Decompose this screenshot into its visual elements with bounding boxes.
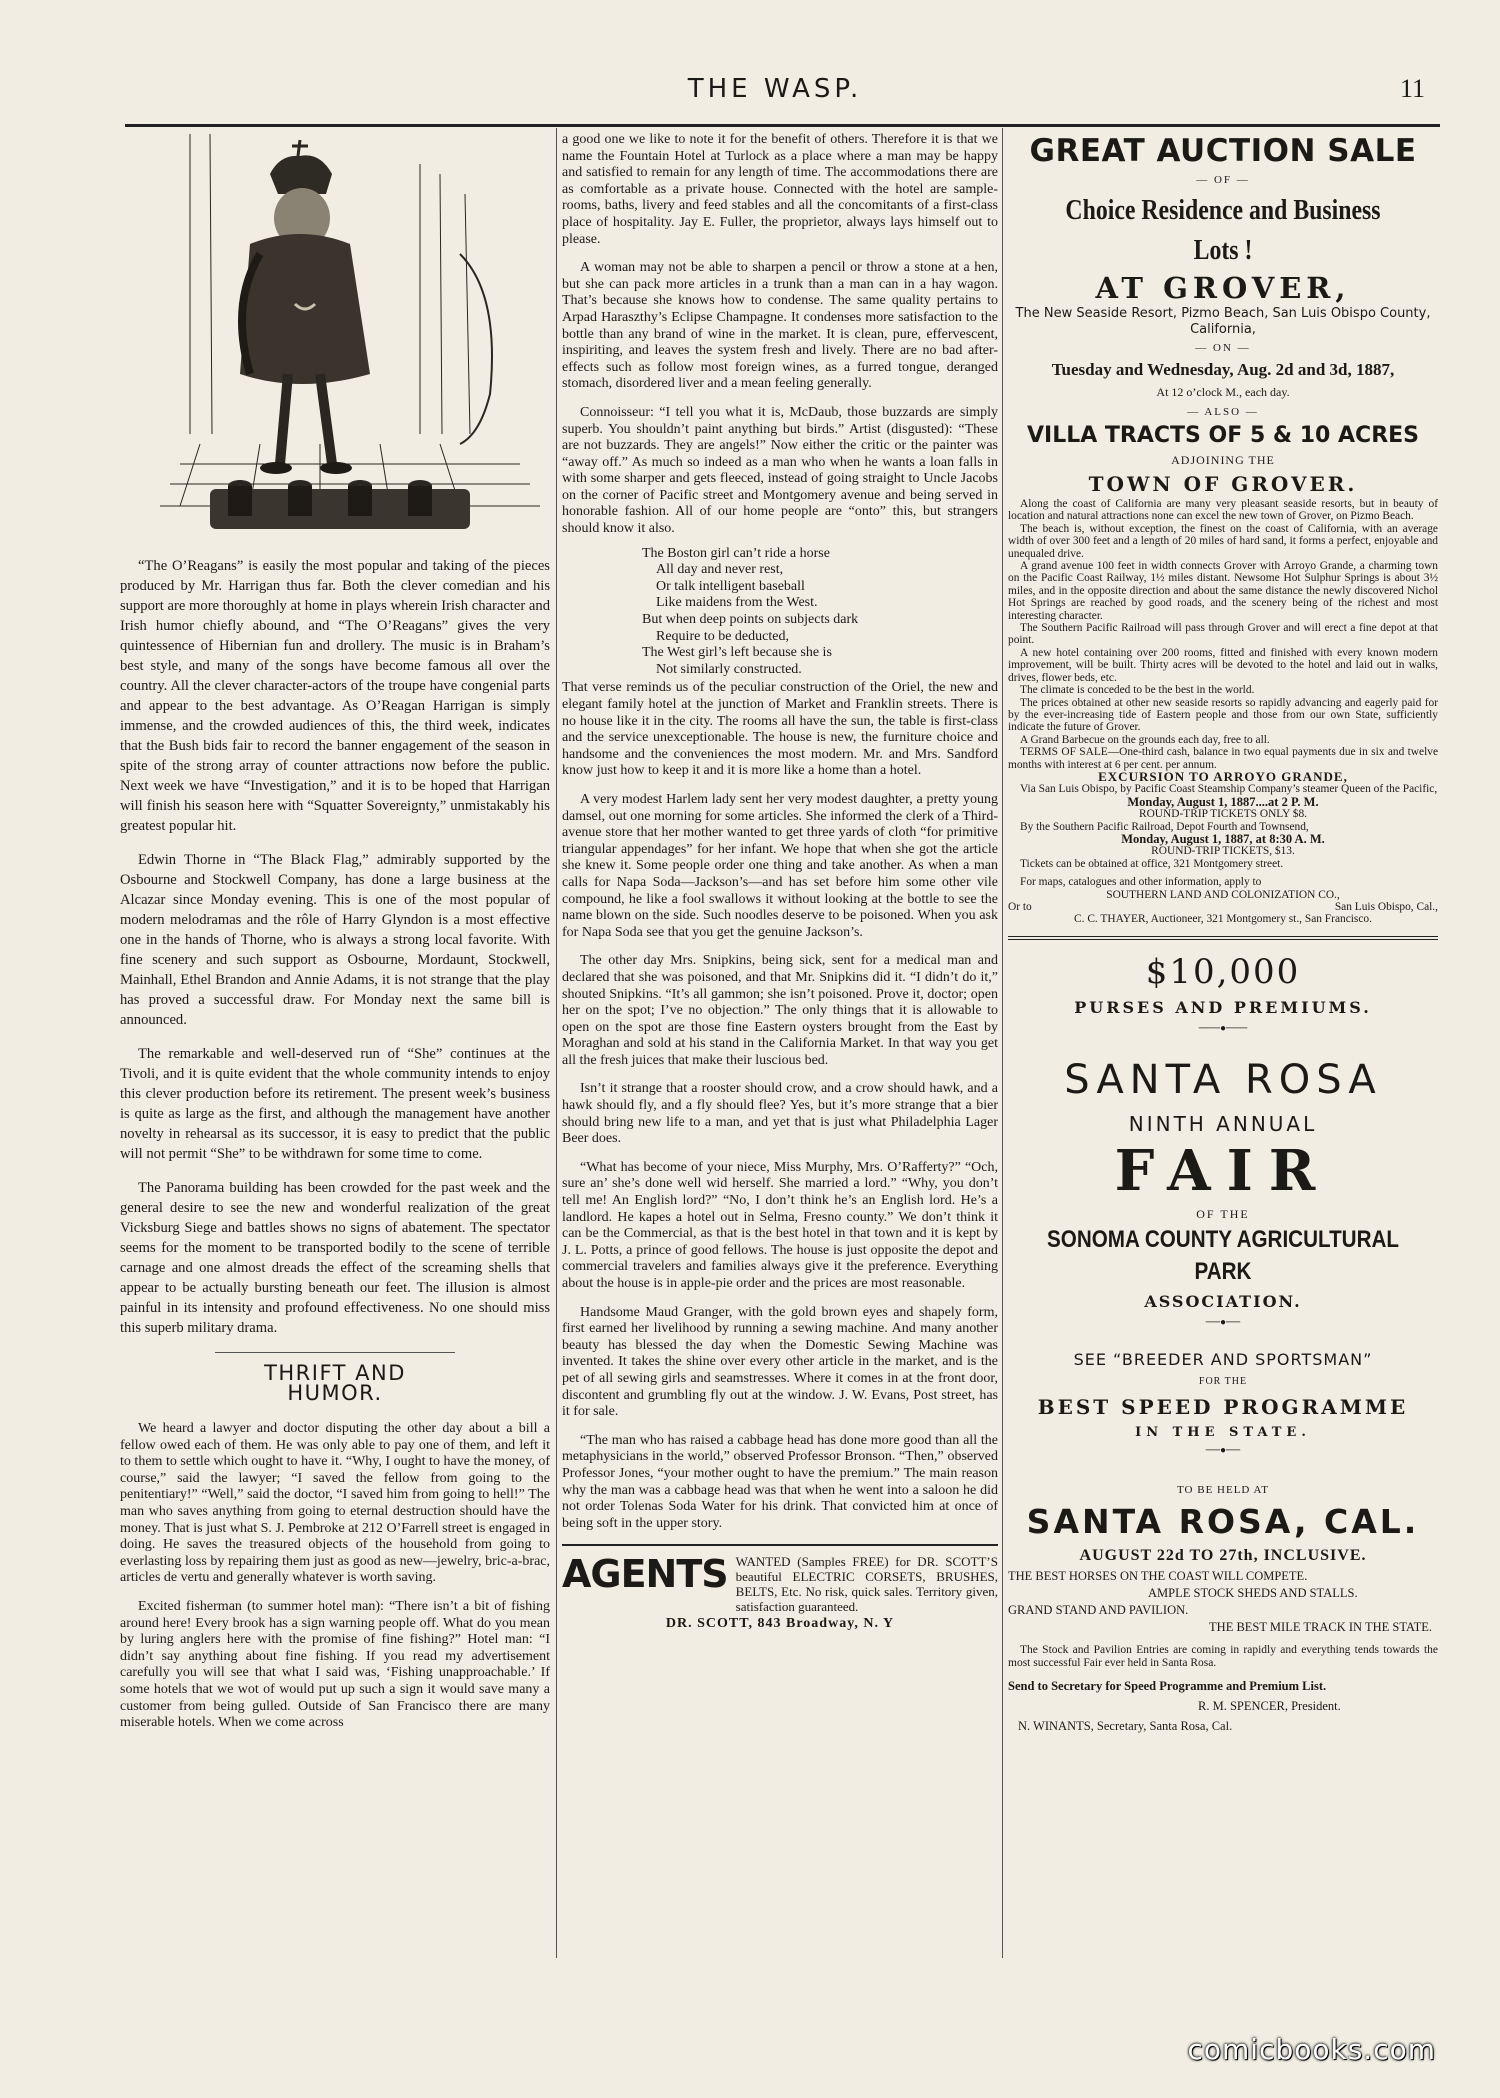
article-rooster: Isn’t it strange that a rooster should crow, and a crow should hawk, and a hawk should fly, and a fly should flee? Yes, but it’s more strange that a bier should bring new life to a man, and yet that is just what Philadelphia Lager Beer does. (562, 1081, 998, 1147)
poem-line: Not similarly constructed. (656, 661, 802, 677)
article-oriel: That verse reminds us of the peculiar construction of the Oriel, the new and elegant family hotel at the junction of Market and Franklin streets. There is no house like it in the city. The rooms all have the sun, the table is first-class and the service unexceptionable. The house is new, the furniture choice and handsome and the conveniences the most modern. Mr. and Mrs. Sandford know just how to keep it and it is more like a home than a hotel. (562, 680, 998, 779)
excursion-southern-pacific: By the Southern Pacific Railroad, Depot Fourth and Townsend, (1020, 820, 1309, 833)
fair-august: AUGUST 22d TO 27th, INCLUSIVE. (1079, 1546, 1367, 1564)
fair-feature: AMPLE STOCK SHEDS AND STALLS. (1148, 1585, 1358, 1600)
auction-advertisement (1008, 132, 1438, 926)
fair-ninth-annual: NINTH ANNUAL (1128, 1111, 1318, 1136)
fair-amount: $10,000 (1145, 951, 1301, 992)
excursion-monday-2: Monday, August 1, 1887, at 8:30 A. M. (1121, 831, 1325, 846)
fair-advertisement (1008, 950, 1438, 1736)
ornament: ───●─── (1198, 1022, 1248, 1034)
auction-on: — ON — (1195, 342, 1251, 354)
column-middle (562, 132, 998, 1633)
article-fisherman: Excited fisherman (to summer hotel man): “There isn’t a bit of fishing around here! Every brook has a sign warning people off. What do you mean by luring anglers here with the promise of fine fishing?” Hotel man: “I didn’t say anything about fine fishing. If you read my advertisement carefully you will see that what I said was, ‘Fishing unapproachable.’ If some hotels that we wot of would put up such a sign it would save many a customer from being gulled. Outside of San Francisco there are many miserable hotels. When we come across (120, 1598, 550, 1731)
excursion-office: Tickets can be obtained at office, 321 Montgomery street. (1020, 857, 1284, 870)
auction-time: At 12 o’clock M., each day. (1156, 385, 1290, 399)
article-lawyer-doctor: We heard a lawyer and doctor disputing the other day about a bill a fellow owed each of them. He was only able to pay one of them, and left it to them to settle which ought to have it. “Why, I ought to have the money, of course,” said the lawyer; “I saved the fellow from going to the penitentiary!” “Well,” said the doctor, “I saved him from going to hell!” The man who saves anything from going to eternal destruction should have the money. That is just what S. J. Pembroke at 212 O’Farrell street is engaged in doing. He saves the treasured objects of the household from going to everlasting loss by repairing them just as good as new—jewelry, bric-a-brac, articles de vertu and generally whatever is worth saving. (120, 1421, 550, 1586)
article-oreagans: “The O’Reagans” is easily the most popular and taking of the pieces produced by Mr. Harrigan thus far. Both the clever comedian and his support are more thoroughly at home in plays wherein Irish character and Irish humor chiefly abound, and “The O’Reagans” gives the very quintessence of Hibernian fun and drollery. The music is in Braham’s best style, and many of the songs have become famous all over the country. All the clever character-actors of the troupe have congenial parts and appear to the best advantage. As O’Reagan Harrigan is simply immense, and the crowded audiences of this, the third week, indicates that the Bush bids fair to record the banner engagement of the season in spite of the strong array of counter attractions now before the public. Next week we have “Investigation,” and it is to be hoped that Harrigan will finish his season here with “Squatter Sovereignty,” unmistakably his greatest popular hit. (120, 558, 550, 834)
auction-of: — OF — (1196, 174, 1250, 186)
poem-line: The Boston girl can’t ride a horse (642, 545, 830, 561)
fair-feature: THE BEST MILE TRACK IN THE STATE. (1209, 1619, 1432, 1634)
auction-detail: The climate is conceded to be the best in the world. (1020, 684, 1255, 697)
publication-title: THE WASP. (687, 74, 863, 104)
auction-choice: Choice Residence and Business Lots ! (1065, 194, 1381, 266)
poem-line: Or talk intelligent baseball (656, 578, 805, 594)
auction-detail: A Grand Barbecue on the grounds each day, free to all. (1020, 733, 1270, 746)
column-right (1008, 132, 1438, 1736)
fair-features (1008, 1568, 1438, 1636)
thrift-articles (120, 1421, 550, 1732)
column-left (120, 134, 550, 1744)
fair-feature: THE BEST HORSES ON THE COAST WILL COMPETE. (1008, 1568, 1308, 1583)
fair-title: FAIR (1114, 1137, 1332, 1204)
auction-or-to: Or to (1008, 901, 1032, 913)
auction-detail: Along the coast of California are many very pleasant seaside resorts, but in beauty of location and natural attractions none can excel the new town of Grover, on Pizmo Beach. (1008, 498, 1438, 523)
poem-line: Require to be deducted, (656, 628, 789, 644)
fair-sonoma: SONOMA COUNTY AGRICULTURAL PARK (1046, 1225, 1400, 1285)
excursion-title: EXCURSION TO ARROYO GRANDE, (1098, 768, 1348, 784)
auction-detail: The Southern Pacific Railroad will pass through Grover and will erect a fine depot at that point. (1008, 622, 1438, 647)
fair-purses: PURSES AND PREMIUMS. (1074, 997, 1372, 1017)
auction-detail: TERMS OF SALE—One-third cash, balance in two equal payments due in six and twelve months with interest at 6 per cent. per annum. (1008, 746, 1438, 771)
auction-details (1008, 498, 1438, 926)
excursion-monday-1: Monday, August 1, 1887....at 2 P. M. (1127, 794, 1319, 809)
article-harlem-lady: A very modest Harlem lady sent her very modest daughter, a pretty young damsel, out one morning for some articles. She informed the clerk of a Third-avenue store that her mother wanted to get three yards of cloth “for primitive triangular appendages” for her infant. We hope that when she got the article she knew it. Some people order one thing and take another. As when a man calls for Napa Soda—Jackson’s—and has set before him some other vile compound, he like a fool swallows it without looking at the bottle to see the name blown on the side. Such noodles deserve to be poisoned. When you ask for Napa Soda see that you get the genuine Jackson’s. (562, 791, 998, 940)
auction-detail: The beach is, without exception, the finest on the coast of California, with an average width of over 300 feet and a length of 20 miles of hard sand, it forms a perfect, enjoyable and unequaled drive. (1008, 522, 1438, 560)
auction-villa-tracts: VILLA TRACTS OF 5 & 10 ACRES (1026, 423, 1420, 448)
section-title: THRIFT AND HUMOR. (215, 1352, 455, 1403)
fair-see: SEE “BREEDER AND SPORTSMAN” (1073, 1349, 1373, 1369)
auction-at-grover: AT GROVER, (1095, 271, 1351, 305)
auction-dates: Tuesday and Wednesday, Aug. 2d and 3d, 1887, (1051, 360, 1395, 379)
fair-association: ASSOCIATION. (1144, 1291, 1302, 1311)
excursion-tickets-2: ROUND-TRIP TICKETS, $13. (1151, 845, 1295, 858)
column-divider (1002, 128, 1003, 1958)
auction-detail: The prices obtained at other new seaside resorts so rapidly advancing and eagerly paid for by the ever-increasing tide of Eastern people and those from our own State, sufficiently indicate the future of Grover. (1008, 696, 1438, 734)
agents-headline: AGENTS (562, 1552, 728, 1597)
auction-maps: For maps, catalogues and other information, apply to (1020, 876, 1262, 889)
fair-secretary: N. WINANTS, Secretary, Santa Rosa, Cal. (1018, 1718, 1233, 1733)
auction-adjoining: ADJOINING THE (1171, 453, 1275, 467)
caricature-illustration (120, 134, 550, 544)
masthead-rule (125, 124, 1440, 127)
poem (642, 546, 998, 679)
excursion-tickets-1: ROUND-TRIP TICKETS ONLY $8. (1138, 808, 1308, 821)
auction-also: — ALSO — (1187, 406, 1259, 418)
auction-company: SOUTHERN LAND AND COLONIZATION CO., (1106, 888, 1340, 901)
agents-address: DR. SCOTT, 843 Broadway, N. Y (665, 1616, 895, 1632)
fair-stock: The Stock and Pavilion Entries are coming in rapidly and everything tends towards the most successful Fair ever held in Santa Rosa. (1008, 1643, 1438, 1669)
agents-advertisement (562, 1544, 998, 1614)
article-she: The remarkable and well-deserved run of “She” continues at the Tivoli, and it is quite evident that the whole community intends to enjoy this clever production before its retirement. The present week’s business is quite as large as the first, and although the management have another novelty in rehearsal as its successor, it is easy to predict that the public will not permit “She” to be withdrawn for some time to come. (120, 1046, 550, 1162)
fair-send: Send to Secretary for Speed Programme and Premium List. (1008, 1678, 1327, 1693)
page-number: 11 (1399, 74, 1425, 103)
auction-headline: GREAT AUCTION SALE (1029, 133, 1417, 169)
fair-for-the: FOR THE (1198, 1375, 1248, 1387)
fair-in-the-state: IN THE STATE. (1135, 1424, 1311, 1440)
article-murphy: “What has become of your niece, Miss Murphy, Mrs. O’Rafferty?” “Och, sure an’ she’s done well wid herself. She married a lord.” “Why, you don’t tell me! An English lord?” “No, I don’t think he’s an English lord. He’s a landlord. He kapes a hotel out in Selma, Fresno county.” We don’t think it can be the Commercial, as that is the best hotel in that town and it is kept by J. L. Potts, a prince of good fellows. The house is just opposite the depot and commercial travelers and families always give it the preference. Everything about the house is in apple-pie order and the prices are most reasonable. (562, 1159, 998, 1291)
fair-best-speed: BEST SPEED PROGRAMME (1037, 1394, 1409, 1419)
masthead (125, 74, 1425, 104)
ornament: ──●── (1205, 1444, 1241, 1456)
article-black-flag: Edwin Thorne in “The Black Flag,” admirably supported by the Osbourne and Stockwell Company, has done a large business at the Alcazar since Monday evening. This is one of the most popular of modern melodramas and the rôle of Harry Glyndon is a most effective one in the hands of Thorne, who is always a strong local favorite. With fine scenery and such support as Osbourne, Mordaunt, Stockwell, Mainhall, Ethel Brandon and Annie Adams, it is not strange that the play has proved a successful draw. For Monday next the same bill is announced. (120, 852, 550, 1028)
article-snipkins: The other day Mrs. Snipkins, being sick, sent for a medical man and declared that she was poisoned, and that Mr. Snipkins did it. “I didn’t do it,” shouted Snipkins. “It’s all gammon; she isn’t poisoned. Prove it, doctor; open her on the spot; I’ve no objection.” The only things that it is allowable to open on the spot are those fine Eastern oysters brought from the East by Moraghan and sold at his stand in the California Market. In that way you get all the fresh juices that make their luscious bed. (562, 953, 998, 1068)
article-maud-granger: Handsome Maud Granger, with the gold brown eyes and shapely form, first earned her livelihood by running a sewing machine. And many another beauty has blessed the day when the Domestic Sewing Machine was invented. It takes the shine over every other article in the market, and is the pet of all sewing girls and seamstresses. Where it comes in at the front door, discontent and grumbling fly out at the window. J. W. Evans, Post street, has it for sale. (562, 1304, 998, 1420)
ad-divider (1008, 936, 1438, 940)
fair-of-the: OF THE (1196, 1206, 1250, 1221)
auction-detail: A new hotel containing over 200 rooms, fitted and finished with every known modern improvement, will be built. Thirty acres will be devoted to the hotel and laid out in walks, drives, flower beds, etc. (1008, 646, 1438, 684)
article-eclipse-champagne: A woman may not be able to sharpen a pencil or throw a stone at a hen, but she can pack more articles in a trunk than a man can in a hay wagon. That’s because she knows how to condense. The same quality pertains to Arpad Haraszthy’s Eclipse Champagne. It condenses more satisfaction to the bottle than any brand of wine in the market. It is clean, pure, effervescent, inspiriting, and leaves the system fresh and lively. There are no bad after-effects such as follow most foreign wines, as a furred tongue, deranged stomach, disordered liver and a mean feeling generally. (562, 260, 998, 392)
article-cabbage-head: “The man who has raised a cabbage head has done more good than all the metaphysicians in the world,” observed Professor Bronson. “Then,” observed Professor Jones, “your mother ought to have the premium.” The main reason why the man was a cabbage head was that when he went into a saloon he did not order Tolenas Soda Water for his drink. That convicted him at once of being soft in the upper story. (562, 1432, 998, 1531)
watermark: comicbooks.com (1187, 2033, 1436, 2066)
fair-president: R. M. SPENCER, President. (1198, 1698, 1341, 1713)
fair-held: TO BE HELD AT (1177, 1483, 1269, 1496)
fair-santa-rosa-cal: SANTA ROSA, CAL. (1026, 1501, 1420, 1541)
auction-thayer: C. C. THAYER, Auctioneer, 321 Montgomery st., San Francisco. (1074, 913, 1372, 926)
poem-line: The West girl’s left because she is (642, 645, 832, 661)
poem-line: Like maidens from the West. (656, 595, 818, 611)
excursion-via: Via San Luis Obispo, by Pacific Coast Steamship Company’s steamer Queen of the Pacific, (1020, 783, 1438, 796)
fair-feature: GRAND STAND AND PAVILION. (1008, 1602, 1189, 1617)
auction-resort: The New Seaside Resort, Pizmo Beach, San Luis Obispo County, California, (1015, 306, 1431, 337)
article-connoisseur: Connoisseur: “I tell you what it is, McDaub, those buzzards are simply superb. You shouldn’t paint anything but birds.” Artist (disgusted): “These are not buzzards. They are angels!” Now either the critic or the painter was “away off.” As much so indeed as a man who when he wants a loan falls in with some sharper and gets fleeced, instead of going straight to Uncle Jacobs on the corner of Pacific street and Montgomery avenue and being served in honorable fashion. All of our home people are “onto” this, but strangers should know it also. (562, 404, 998, 537)
poem-line: But when deep points on subjects dark (642, 612, 859, 628)
article-panorama: The Panorama building has been crowded for the past week and the general desire to see the new and wonderful realization of the great Vicksburg Siege and battles shows no signs of abatement. The spectator seems for the moment to be transported bodily to the scene of terrible carnage and one almost dreads the effect of the screaming shells that appear to be actually bursting beneath our feet. The illusion is almost painful in its intensity and profound effectiveness. No one should miss this superb military drama. (120, 1180, 550, 1336)
auction-slo: San Luis Obispo, Cal., (1334, 901, 1438, 913)
fair-santa-rosa: SANTA ROSA (1064, 1056, 1382, 1103)
column-divider (556, 128, 557, 1958)
agents-text: WANTED (Samples FREE) for DR. SCOTT’S beautiful ELECTRIC CORSETS, BRUSHES, BELTS, Etc. No risk, quick sales. Territory given, satisfaction guaranteed. (735, 1554, 998, 1615)
article-fountain-hotel: a good one we like to note it for the benefit of others. Therefore it is that we name the Fountain Hotel at Turlock as a place where a man may be happy and satisfied to remain for any length of time. The accommodations there are as comfortable as a private house. Connected with the hotel are sample-rooms, baths, livery and feed stables and all the concomitants of a first-class place of hospitality. Jay E. Fuller, the proprietor, always lays himself out to please. (562, 132, 998, 247)
poem-line: All day and never rest, (656, 562, 784, 578)
auction-detail: A grand avenue 100 feet in width connects Grover with Arroyo Grande, a charming town on the Pacific Coast Railway, 1½ miles distant. Newsome Hot Sulphur Springs is about 3½ miles, and in the opposite direction and about the same distance the newly discovered Nichol Hot Springs are reached by good roads, and the scenery being of the richest and most interesting character. (1008, 560, 1438, 622)
ornament: ──●── (1205, 1316, 1241, 1328)
auction-town: TOWN OF GROVER. (1088, 472, 1358, 496)
